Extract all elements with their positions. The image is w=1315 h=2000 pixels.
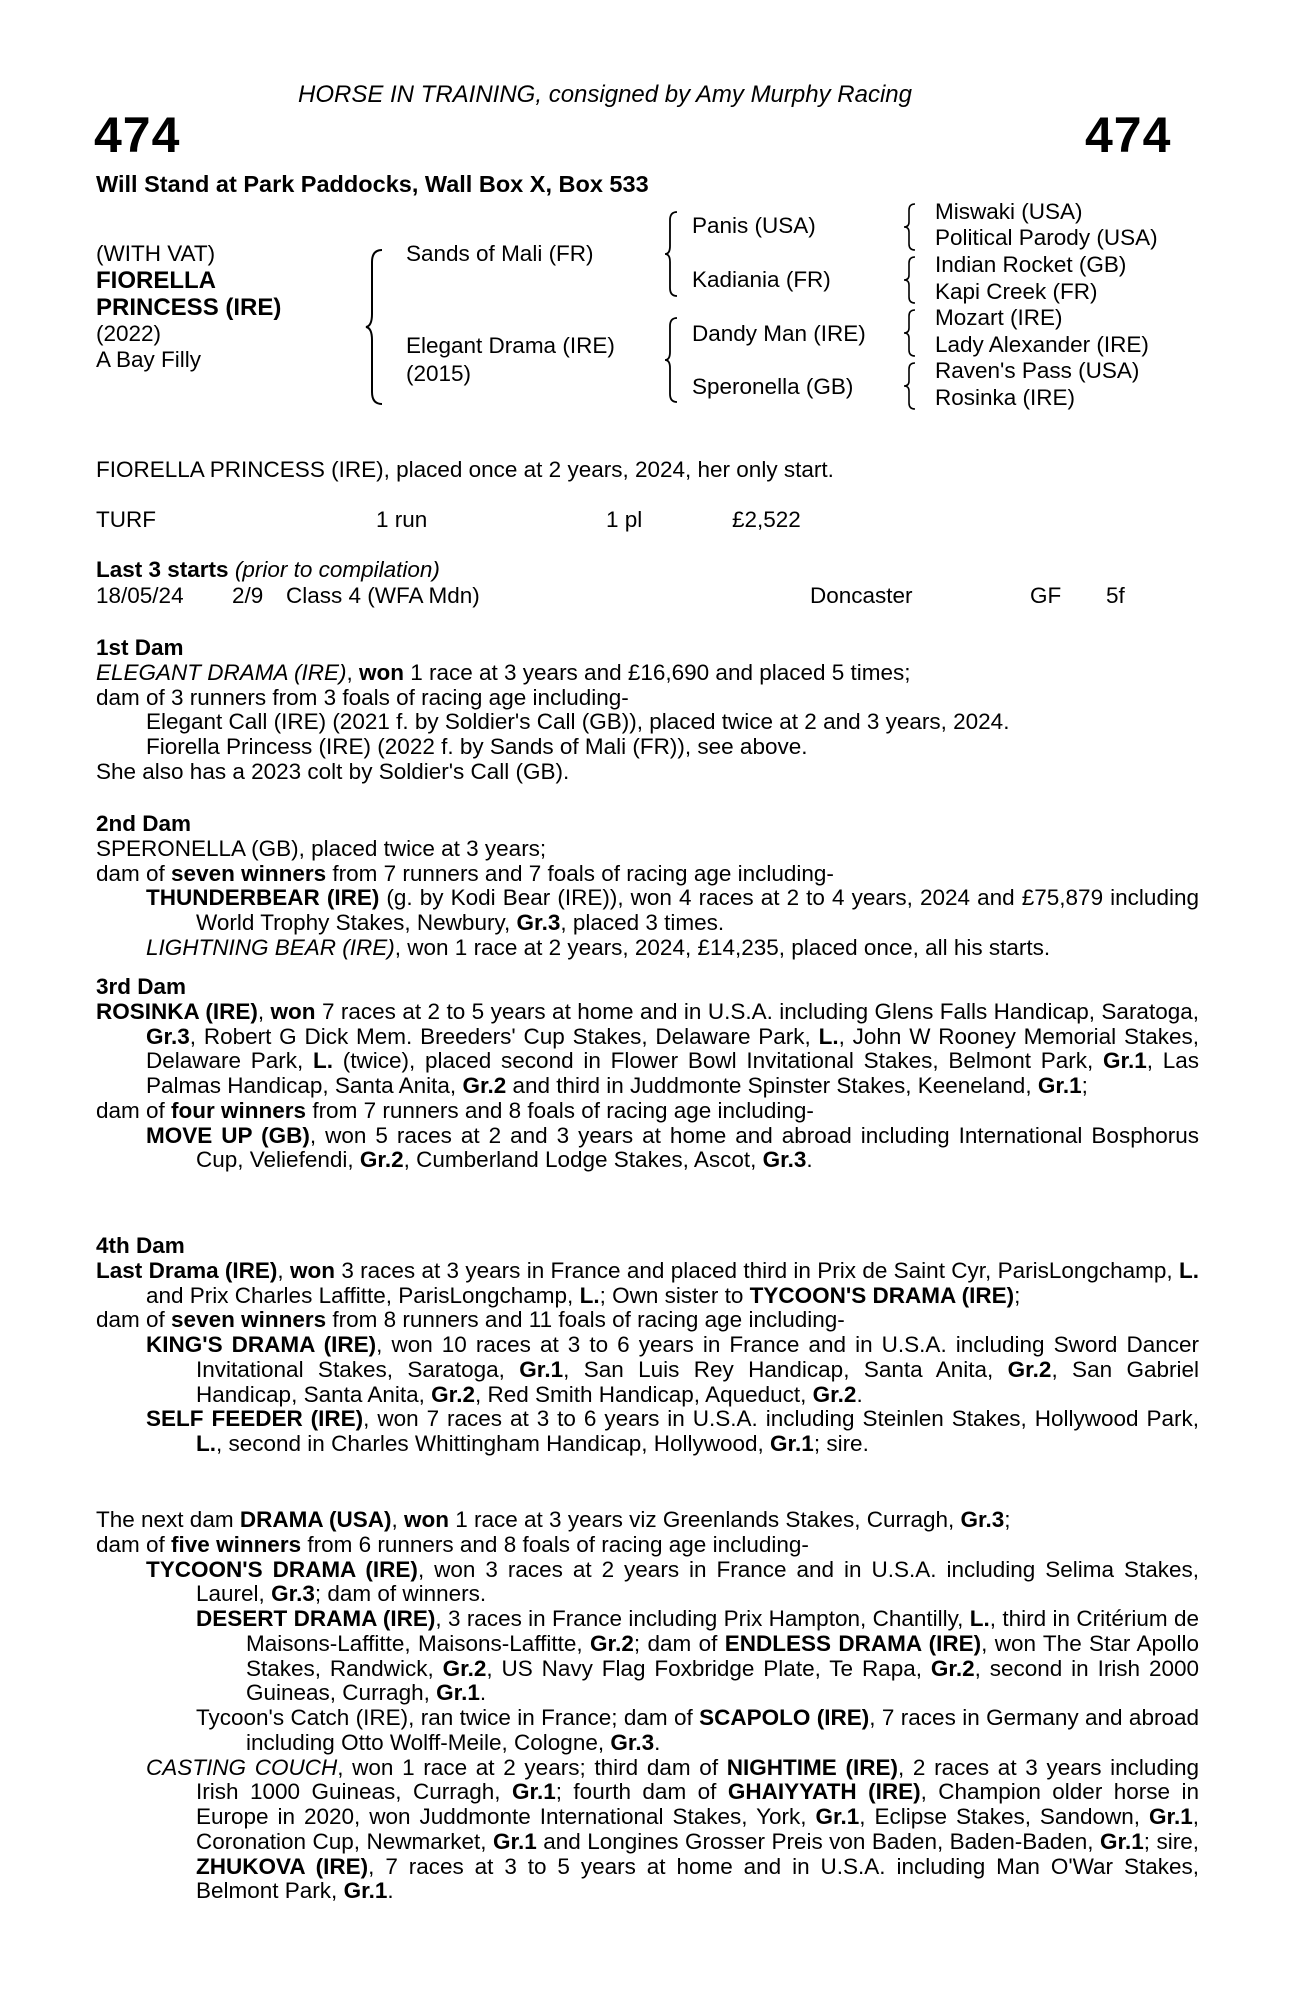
pedigree-sire-dam: Kadiania (FR) bbox=[692, 267, 831, 292]
horse-name-line2: PRINCESS (IRE) bbox=[96, 294, 282, 321]
record-earnings: £2,522 bbox=[732, 507, 801, 532]
second-dam-produce-2: LIGHTNING BEAR (IRE), won 1 race at 2 years, 2024, £14,235, placed once, all his starts. bbox=[146, 934, 1051, 960]
record-runs: 1 run bbox=[376, 507, 428, 532]
pedigree-dam-sire: Dandy Man (IRE) bbox=[692, 321, 866, 346]
first-dam-produce-1: Elegant Call (IRE) (2021 f. by Soldier's Call (GB)), placed twice at 2 and 3 years, 2024. bbox=[146, 709, 1010, 735]
second-dam-line2: dam of seven winners from 7 runners and 7 foals of racing age including- bbox=[96, 860, 834, 886]
last-start-going: GF bbox=[1030, 583, 1062, 608]
last-start-race: Class 4 (WFA Mdn) bbox=[286, 583, 480, 608]
first-dam-produce-2: Fiorella Princess (IRE) (2022 f. by Sands of Mali (FR)), see above. bbox=[146, 734, 808, 759]
fourth-dam-produce-2: SELF FEEDER (IRE), won 7 races at 3 to 6 years in U.S.A. including Steinlen Stakes, Hollywood Park, L., second in Charles Whittingham Handicap, Hollywood, Gr.1; sire. bbox=[146, 1406, 1199, 1456]
next-dam-produce-1: TYCOON'S DRAMA (IRE), won 3 races at 2 years in France and in U.S.A. including Selima Stakes, Laurel, Gr.3; dam of winners. bbox=[146, 1556, 1199, 1607]
next-dam-line1: The next dam DRAMA (USA), won 1 race at 3 years viz Greenlands Stakes, Curragh, Gr.3; bbox=[96, 1507, 1011, 1532]
record-placings: 1 pl bbox=[606, 507, 643, 532]
pedigree-dsd: Lady Alexander (IRE) bbox=[935, 332, 1149, 357]
pedigree-ddd: Rosinka (IRE) bbox=[935, 385, 1076, 410]
next-dam-produce-2: CASTING COUCH, won 1 race at 2 years; third dam of NIGHTIME (IRE), 2 races at 3 years including Irish 1000 Guineas, Curragh, Gr.1; fourth dam of GHAIYYATH (IRE), Champion older horse in Europe in 2020, won Juddmonte International Stakes, York, Gr.1, Eclipse Stakes, Sandown, Gr.1, Coronation Cup, Newmarket, Gr.1 and Longines Grosser Preis von Baden, Baden-Baden, Gr.1; sire, ZHUKOVA (IRE), 7 races at 3 to 5 years at home and in U.S.A. including Man O'War Stakes, Belmont Park, Gr.1. bbox=[146, 1754, 1200, 1904]
next-dam-produce-1a: DESERT DRAMA (IRE), 3 races in France including Prix Hampton, Chantilly, L., third in Critérium de Maisons-Laffitte, Maisons-Laffitte, Gr.2; dam of ENDLESS DRAMA (IRE), won The Star Apollo Stakes, Randwick, Gr.2, US Navy Flag Foxbridge Plate, Te Rapa, Gr.2, second in Irish 2000 Guineas, Curragh, Gr.1. bbox=[196, 1606, 1200, 1706]
pedigree-brace-ds bbox=[903, 308, 917, 358]
lot-number-right: 474 bbox=[1085, 107, 1172, 163]
pedigree-brace-sire bbox=[664, 210, 680, 298]
fourth-dam-section bbox=[96, 1234, 1199, 1457]
race-summary: FIORELLA PRINCESS (IRE), placed once at 2 years, 2024, her only start. bbox=[96, 457, 834, 482]
third-dam-heading: 3rd Dam bbox=[96, 974, 187, 999]
fourth-dam-line1: Last Drama (IRE), won 3 races at 3 years in France and placed third in Prix de Saint Cyr, ParisLongchamp, L. and Prix Charles Laffitte, ParisLongchamp, L.; Own sister to TYCOON'S DRAMA (IRE); bbox=[96, 1257, 1199, 1308]
pedigree-dam-year: (2015) bbox=[406, 361, 472, 386]
pedigree-ssd: Political Parody (USA) bbox=[935, 225, 1158, 250]
horse-description: A Bay Filly bbox=[96, 347, 202, 372]
next-dam-produce-1b: Tycoon's Catch (IRE), ran twice in France; dam of SCAPOLO (IRE), 7 races in Germany and abroad including Otto Wolff-Meile, Cologne, Gr.3. bbox=[196, 1705, 1199, 1755]
first-dam-heading: 1st Dam bbox=[96, 635, 184, 660]
pedigree-sire: Sands of Mali (FR) bbox=[406, 241, 594, 266]
last-start-date: 18/05/24 bbox=[96, 583, 184, 608]
last-starts-note: (prior to compilation) bbox=[234, 557, 440, 582]
first-dam-section bbox=[96, 636, 1199, 785]
second-dam-line1: SPERONELLA (GB), placed twice at 3 years; bbox=[96, 835, 547, 861]
lot-number-left: 474 bbox=[94, 107, 181, 163]
last-start-position: 2/9 bbox=[232, 583, 264, 608]
third-dam-section bbox=[96, 975, 1199, 1173]
fourth-dam-heading: 4th Dam bbox=[96, 1233, 185, 1258]
pedigree-dds: Raven's Pass (USA) bbox=[935, 358, 1140, 383]
last-start-course: Doncaster bbox=[810, 583, 913, 608]
stand-location: Will Stand at Park Paddocks, Wall Box X, Box 533 bbox=[96, 171, 649, 197]
record-surface: TURF bbox=[96, 507, 156, 532]
last-start-distance: 5f bbox=[1106, 583, 1125, 608]
pedigree-brace-main bbox=[364, 248, 386, 406]
third-dam-produce-1: MOVE UP (GB), won 5 races at 2 and 3 years at home and abroad including International Bosphorus Cup, Veliefendi, Gr.2, Cumberland Lodge Stakes, Ascot, Gr.3. bbox=[146, 1122, 1199, 1173]
first-dam-line2: dam of 3 runners from 3 foals of racing age including- bbox=[96, 684, 629, 710]
third-dam-line1: ROSINKA (IRE), won 7 races at 2 to 5 years at home and in U.S.A. including Glens Falls Handicap, Saratoga, Gr.3, Robert G Dick Mem. Breeders' Cup Stakes, Delaware Park, L., John W Rooney Memorial Stakes, Delaware Park, L. (twice), placed second in Flower Bowl Invitational Stakes, Belmont Park, Gr.1, Las Palmas Handicap, Santa Anita, Gr.2 and third in Juddmonte Spinster Stakes, Keeneland, Gr.1; bbox=[96, 998, 1200, 1098]
horse-year: (2022) bbox=[96, 321, 162, 346]
last-starts-heading-line bbox=[96, 558, 440, 583]
vat-note: (WITH VAT) bbox=[96, 241, 216, 266]
fourth-dam-produce-1: KING'S DRAMA (IRE), won 10 races at 3 to 6 years in France and in U.S.A. including Sword Dancer Invitational Stakes, Saratoga, Gr.1, San Luis Rey Handicap, Santa Anita, Gr.2, San Gabriel Handicap, Santa Anita, Gr.2, Red Smith Handicap, Aqueduct, Gr.2. bbox=[146, 1332, 1199, 1407]
pedigree-dam-dam: Speronella (GB) bbox=[692, 374, 854, 399]
second-dam-heading: 2nd Dam bbox=[96, 811, 192, 836]
pedigree-sire-sire: Panis (USA) bbox=[692, 213, 816, 238]
pedigree-brace-sd bbox=[903, 255, 917, 305]
pedigree-brace-ss bbox=[903, 202, 917, 252]
next-dam-line2: dam of five winners from 6 runners and 8 foals of racing age including- bbox=[96, 1531, 809, 1557]
horse-name-line1: FIORELLA bbox=[96, 267, 216, 294]
pedigree-sdd: Kapi Creek (FR) bbox=[935, 279, 1098, 304]
pedigree-brace-dam bbox=[664, 316, 680, 404]
first-dam-line1: ELEGANT DRAMA (IRE), won 1 race at 3 years and £16,690 and placed 5 times; bbox=[96, 659, 911, 685]
last-starts-heading: Last 3 starts bbox=[96, 557, 229, 582]
second-dam-produce-1: THUNDERBEAR (IRE) (g. by Kodi Bear (IRE)), won 4 races at 2 to 4 years, 2024 and £75,879 including World Trophy Stakes, Newbury, Gr.3, placed 3 times. bbox=[146, 885, 1199, 935]
second-dam-section bbox=[96, 812, 1199, 961]
next-dam-section bbox=[96, 1508, 1199, 1904]
page-header-title: HORSE IN TRAINING, consigned by Amy Murphy Racing bbox=[298, 81, 912, 108]
pedigree-sss: Miswaki (USA) bbox=[935, 199, 1083, 224]
third-dam-line2: dam of four winners from 7 runners and 8 foals of racing age including- bbox=[96, 1097, 814, 1123]
first-dam-line3: She also has a 2023 colt by Soldier's Call (GB). bbox=[96, 758, 570, 784]
pedigree-dam: Elegant Drama (IRE) bbox=[406, 333, 615, 358]
pedigree-sds: Indian Rocket (GB) bbox=[935, 252, 1127, 277]
fourth-dam-line2: dam of seven winners from 8 runners and 11 foals of racing age including- bbox=[96, 1307, 845, 1333]
pedigree-dss: Mozart (IRE) bbox=[935, 305, 1063, 330]
pedigree-brace-dd bbox=[903, 361, 917, 411]
